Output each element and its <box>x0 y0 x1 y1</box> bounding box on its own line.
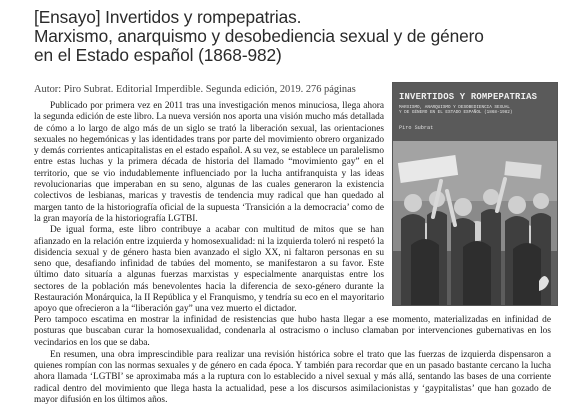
cover-photo-crowd <box>393 141 557 305</box>
cover-subtitle <box>399 105 553 116</box>
body-column <box>34 101 384 316</box>
paragraph-2: De igual forma, este libro contribuye a acabar con multitud de mitos que se han afianzado en la relación entre izquierda y homosexualidad: ni la izquierda toleró ni respetó la disidencia sexual y de género hasta bien avanzado el siglo XX, ni faltaron personas en su seno que, desafiando infinidad de tabúes del momento, se manifestaron a su favor. Este último dato situaría a algunas fuerzas marxistas y especialmente anarquistas entre los sectores de la población más benevolentes hacia la diferencia de sexo-género durante la Restauración Monárquica, la II República y el Franquismo, y tendría su eco en el mayoritario apoyo que ofrecieron a la “liberación gay” una vez muerto el dictador. <box>34 225 384 315</box>
title-line-3: en el Estado español (1868-982) <box>34 45 282 65</box>
paragraph-1: Publicado por primera vez en 2011 tras una investigación menos minuciosa, llega ahora la segunda edición de este libro. La nueva versión nos aporta una visión mucho más detallada de cómo a lo largo de algo más de un siglo se trató la liberación sexual, las orientaciones sexuales no hegemónicas y las identidades trans por parte del movimiento obrero organizado y demás corrientes anticapitalistas en el estado español. A su vez, se establece un paralelismo entre estas luchas y la primera década de historia del llamado “movimiento gay” en el territorio, que se vio indudablemente influenciado por la lucha antifranquista y las ideas revolucionarias que imperaban en su seno, algunas de las cuales generaron la existencia colectivos de lesbianas, maricas y travestis de tendencia muy radical que han quedado al margen tanto de la historiografía oficial de la supuesta ‘Transición a la democracia’ como de la gran mayoría de la historiografía LGTBI. <box>34 101 384 224</box>
title-line-2: Marxismo, anarquismo y desobediencia sexual y de género <box>34 26 484 46</box>
cover-subtitle-line-1: MARXISMO, ANARQUISMO Y DESOBEDIENCIA SEXUAL <box>399 105 510 110</box>
cover-title: INVERTIDOS Y ROMPEPATRIAS <box>399 92 538 102</box>
body-full-width <box>34 315 551 406</box>
author-line: Autor: Piro Subrat. Editorial Imperdible. Segunda edición, 2019. 276 páginas <box>34 84 356 95</box>
review-title <box>34 8 564 65</box>
book-cover-image <box>393 83 557 305</box>
paragraph-4: En resumen, una obra imprescindible para realizar una revisión histórica sobre el trato que las fuerzas de izquierda dispensaron a quienes rompían con las normas sexuales y de género en cada época. Y también para recordar que en un pasado bastante cercano la lucha ahora llamada ‘LGTBI’ se aproximaba más a la ruptura con lo establecido a nivel sexual y más allá, sentando las bases de una corriente radical dentro del movimiento que llega hasta la actualidad, pese a los discursos asimilacionistas y ‘gaypitalistas’ que han gozado de mayor difusión en los últimos años. <box>34 349 551 406</box>
cover-subtitle-line-2: Y DE GÉNERO EN EL ESTADO ESPAÑOL (1868-1982) <box>399 110 513 116</box>
title-line-1: [Ensayo] Invertidos y rompepatrias. <box>34 7 302 27</box>
cover-author: Piro Subrat <box>399 125 434 131</box>
paragraph-3: Pero tampoco escatima en mostrar la infinidad de resistencias que hubo hasta llegar a ese momento, materializadas en infinidad de posturas que buscaban curar la homosexualidad, condenarla al ostracismo o incluso clamaban por intervenciones gubernativas en los vecindarios en los que se daba. <box>34 315 551 348</box>
